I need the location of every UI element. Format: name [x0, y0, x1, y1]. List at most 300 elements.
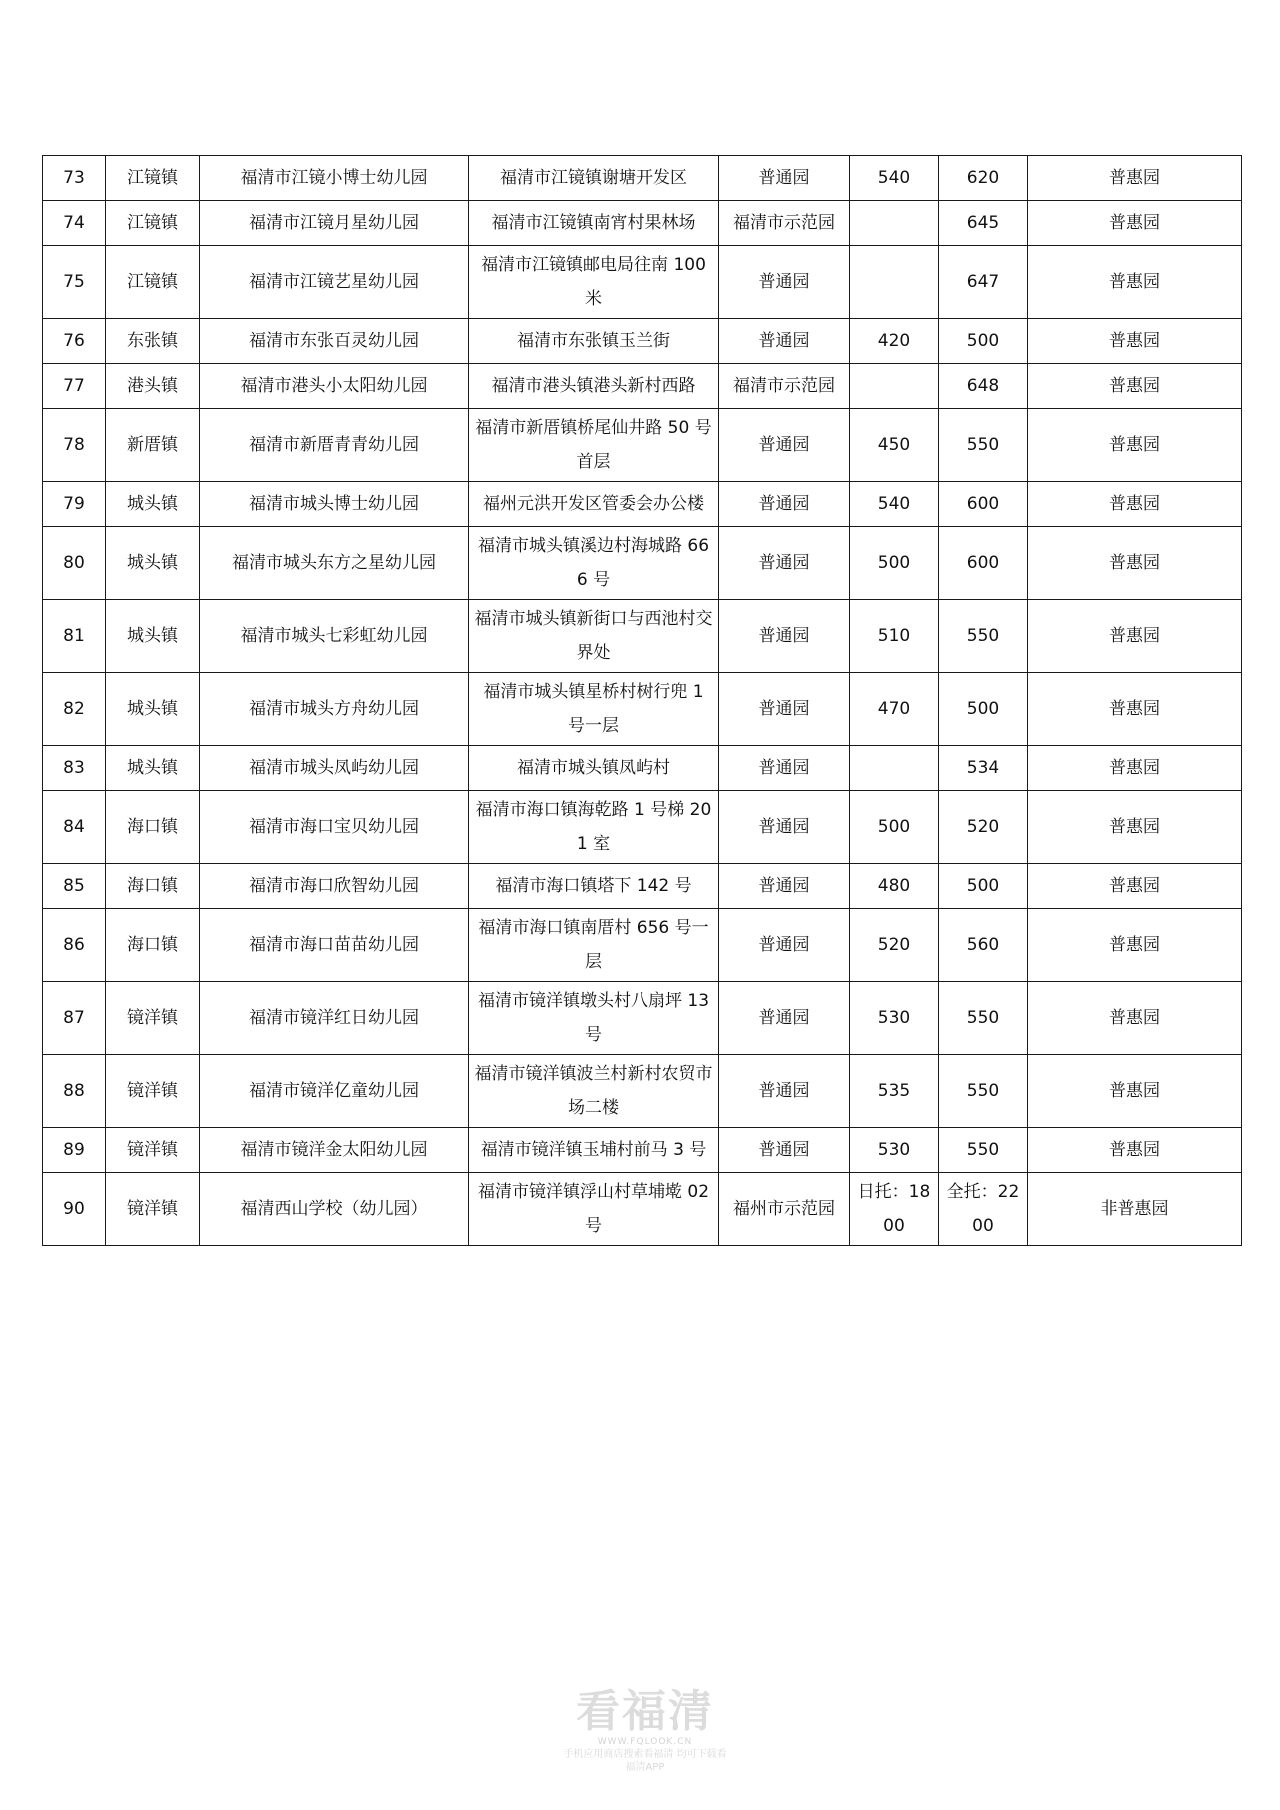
cell-number	[43, 246, 106, 319]
cell-kindergarten-name	[200, 1173, 469, 1246]
cell-town	[106, 201, 200, 246]
cell-fee-charged-text: 550	[966, 435, 1000, 455]
cell-kindergarten-name-text: 福清市海口宝贝幼儿园	[249, 817, 419, 837]
cell-type-text: 普惠园	[1109, 376, 1160, 396]
cell-type-text: 普惠园	[1109, 213, 1160, 233]
cell-fee-standard-text: 510	[877, 626, 911, 646]
cell-kindergarten-name	[200, 319, 469, 364]
cell-number-text: 90	[63, 1199, 85, 1219]
cell-number-text: 81	[63, 626, 85, 646]
cell-fee-charged-text: 550	[966, 1081, 1000, 1101]
cell-fee-charged-text: 645	[966, 213, 1000, 233]
cell-fee-standard	[850, 156, 939, 201]
cell-type-text: 普惠园	[1109, 935, 1160, 955]
cell-address-text: 福清市城头镇凤屿村	[517, 758, 670, 778]
cell-fee-charged-text: 534	[966, 758, 1000, 778]
site-watermark	[560, 1688, 730, 1774]
cell-fee-standard	[850, 982, 939, 1055]
cell-town	[106, 482, 200, 527]
cell-address	[469, 482, 719, 527]
cell-number	[43, 864, 106, 909]
cell-level	[719, 791, 850, 864]
cell-address	[469, 746, 719, 791]
cell-fee-charged	[939, 201, 1028, 246]
cell-town-text: 新厝镇	[127, 435, 178, 455]
cell-address-text: 福清市江镜镇邮电局往南 100 米	[481, 255, 706, 309]
cell-level	[719, 482, 850, 527]
cell-fee-charged	[939, 246, 1028, 319]
table-row	[43, 1055, 1242, 1128]
cell-kindergarten-name-text: 福清市镜洋亿童幼儿园	[249, 1081, 419, 1101]
cell-level-text: 普通园	[758, 168, 810, 188]
cell-level	[719, 246, 850, 319]
table-row	[43, 409, 1242, 482]
cell-fee-standard	[850, 1173, 939, 1246]
cell-kindergarten-name-text: 福清市城头方舟幼儿园	[249, 699, 419, 719]
cell-kindergarten-name	[200, 909, 469, 982]
cell-number-text: 80	[63, 553, 85, 573]
cell-level-text: 普通园	[758, 1081, 810, 1101]
cell-fee-standard	[850, 246, 939, 319]
cell-kindergarten-name	[200, 246, 469, 319]
cell-town	[106, 673, 200, 746]
cell-kindergarten-name	[200, 673, 469, 746]
cell-town-text: 镜洋镇	[127, 1081, 178, 1101]
cell-address-text: 福清市镜洋镇波兰村新村农贸市场二楼	[474, 1064, 713, 1118]
cell-town-text: 城头镇	[127, 626, 178, 646]
cell-type-text: 普惠园	[1109, 758, 1160, 778]
cell-town	[106, 409, 200, 482]
cell-fee-standard-text: 500	[877, 553, 911, 573]
watermark-logo-text: 看福清	[576, 1686, 714, 1737]
cell-fee-standard-text: 450	[877, 435, 911, 455]
cell-level	[719, 409, 850, 482]
cell-type-text: 普惠园	[1109, 553, 1160, 573]
cell-address	[469, 673, 719, 746]
cell-fee-standard-text: 日托：1800	[857, 1182, 931, 1236]
cell-address-text: 福清市镜洋镇浮山村草埔墘 02 号	[477, 1182, 710, 1236]
cell-address	[469, 319, 719, 364]
cell-fee-charged	[939, 600, 1028, 673]
cell-type	[1028, 1055, 1242, 1128]
table-row	[43, 1173, 1242, 1246]
cell-number	[43, 156, 106, 201]
cell-kindergarten-name-text: 福清市东张百灵幼儿园	[249, 331, 419, 351]
cell-type	[1028, 482, 1242, 527]
cell-town	[106, 156, 200, 201]
cell-fee-charged	[939, 527, 1028, 600]
cell-town-text: 港头镇	[127, 376, 178, 396]
table-row	[43, 482, 1242, 527]
cell-number-text: 82	[63, 699, 85, 719]
cell-type	[1028, 409, 1242, 482]
cell-fee-charged	[939, 982, 1028, 1055]
cell-fee-standard-text: 500	[877, 817, 911, 837]
cell-level	[719, 909, 850, 982]
cell-level	[719, 527, 850, 600]
cell-address	[469, 1173, 719, 1246]
cell-address-text: 福清市江镜镇谢塘开发区	[500, 168, 687, 188]
cell-level-text: 普通园	[758, 817, 810, 837]
cell-fee-charged-text: 550	[966, 1008, 1000, 1028]
cell-town	[106, 791, 200, 864]
cell-type-text: 普惠园	[1109, 331, 1160, 351]
cell-town-text: 江镜镇	[127, 272, 178, 292]
cell-fee-standard	[850, 1128, 939, 1173]
cell-address	[469, 1128, 719, 1173]
cell-number-text: 78	[63, 435, 85, 455]
cell-number-text: 74	[63, 213, 85, 233]
cell-fee-charged-text: 500	[966, 331, 1000, 351]
cell-kindergarten-name	[200, 1055, 469, 1128]
cell-level	[719, 864, 850, 909]
table-row	[43, 600, 1242, 673]
table-row	[43, 791, 1242, 864]
table-row	[43, 982, 1242, 1055]
cell-level-text: 普通园	[758, 699, 810, 719]
cell-kindergarten-name-text: 福清市江镜月星幼儿园	[249, 213, 419, 233]
cell-fee-standard	[850, 1055, 939, 1128]
cell-type	[1028, 673, 1242, 746]
cell-level-text: 普通园	[758, 272, 810, 292]
cell-address-text: 福清市城头镇溪边村海城路 666 号	[477, 536, 710, 590]
cell-type	[1028, 982, 1242, 1055]
cell-fee-standard	[850, 319, 939, 364]
cell-fee-charged-text: 550	[966, 1140, 1000, 1160]
cell-type-text: 普惠园	[1109, 817, 1160, 837]
cell-kindergarten-name-text: 福清市港头小太阳幼儿园	[240, 376, 428, 396]
cell-address	[469, 156, 719, 201]
cell-type	[1028, 1173, 1242, 1246]
cell-town	[106, 527, 200, 600]
cell-address-text: 福清市城头镇星桥村树行兜 1 号一层	[483, 682, 704, 736]
table-row	[43, 746, 1242, 791]
cell-fee-standard	[850, 364, 939, 409]
cell-fee-charged	[939, 409, 1028, 482]
cell-number	[43, 673, 106, 746]
cell-type	[1028, 864, 1242, 909]
cell-number-text: 84	[63, 817, 85, 837]
cell-level	[719, 319, 850, 364]
cell-fee-standard-text: 520	[877, 935, 911, 955]
cell-type	[1028, 364, 1242, 409]
cell-level	[719, 746, 850, 791]
cell-kindergarten-name-text: 福清市城头凤屿幼儿园	[249, 758, 419, 778]
cell-type	[1028, 527, 1242, 600]
cell-fee-charged	[939, 791, 1028, 864]
cell-address	[469, 246, 719, 319]
cell-number	[43, 409, 106, 482]
cell-kindergarten-name-text: 福清市江镜艺星幼儿园	[249, 272, 419, 292]
cell-fee-standard-text: 540	[877, 168, 911, 188]
cell-level-text: 福清市示范园	[733, 376, 835, 396]
cell-number	[43, 1173, 106, 1246]
table-row	[43, 201, 1242, 246]
cell-town-text: 江镜镇	[127, 168, 178, 188]
cell-fee-charged	[939, 1128, 1028, 1173]
cell-level-text: 普通园	[758, 435, 810, 455]
cell-address-text: 福清市东张镇玉兰街	[517, 331, 670, 351]
cell-number	[43, 482, 106, 527]
cell-fee-charged-text: 520	[966, 817, 1000, 837]
cell-address	[469, 864, 719, 909]
cell-address-text: 福清市镜洋镇墩头村八扇坪 13 号	[477, 991, 710, 1045]
cell-address	[469, 364, 719, 409]
cell-number-text: 77	[63, 376, 85, 396]
cell-level-text: 普通园	[758, 1140, 810, 1160]
cell-kindergarten-name	[200, 600, 469, 673]
cell-level	[719, 1055, 850, 1128]
cell-kindergarten-name-text: 福清西山学校（幼儿园）	[240, 1199, 428, 1219]
cell-fee-charged	[939, 673, 1028, 746]
cell-town-text: 海口镇	[127, 817, 178, 837]
cell-fee-charged	[939, 746, 1028, 791]
kindergarten-table	[42, 155, 1242, 1246]
cell-type-text: 普惠园	[1109, 626, 1160, 646]
cell-number	[43, 319, 106, 364]
cell-number	[43, 364, 106, 409]
table-row	[43, 156, 1242, 201]
cell-town	[106, 1173, 200, 1246]
cell-number-text: 85	[63, 876, 85, 896]
cell-town-text: 江镜镇	[127, 213, 178, 233]
cell-kindergarten-name-text: 福清市江镜小博士幼儿园	[240, 168, 428, 188]
cell-kindergarten-name	[200, 1128, 469, 1173]
cell-level-text: 普通园	[758, 1008, 810, 1028]
cell-level-text: 普通园	[758, 626, 810, 646]
cell-town	[106, 746, 200, 791]
cell-level	[719, 201, 850, 246]
cell-address-text: 福清市镜洋镇玉埔村前马 3 号	[480, 1140, 707, 1160]
cell-number-text: 89	[63, 1140, 85, 1160]
cell-kindergarten-name-text: 福清市海口欣智幼儿园	[249, 876, 419, 896]
cell-type	[1028, 909, 1242, 982]
cell-type-text: 非普惠园	[1100, 1199, 1169, 1219]
cell-level-text: 普通园	[758, 494, 810, 514]
table-row	[43, 246, 1242, 319]
cell-level-text: 普通园	[758, 331, 810, 351]
cell-fee-standard-text: 470	[877, 699, 911, 719]
cell-address	[469, 791, 719, 864]
cell-level-text: 普通园	[758, 758, 810, 778]
cell-type-text: 普惠园	[1109, 168, 1160, 188]
cell-address-text: 福清市港头镇港头新村西路	[491, 376, 696, 396]
cell-fee-standard-text: 530	[877, 1140, 911, 1160]
cell-address-text: 福清市城头镇新街口与西池村交界处	[474, 609, 713, 663]
cell-level	[719, 600, 850, 673]
cell-fee-charged	[939, 1173, 1028, 1246]
cell-number	[43, 746, 106, 791]
cell-number-text: 76	[63, 331, 85, 351]
table-row	[43, 909, 1242, 982]
cell-level	[719, 156, 850, 201]
cell-address-text: 福清市海口镇海乾路 1 号梯 201 室	[475, 800, 712, 854]
cell-level	[719, 982, 850, 1055]
cell-address	[469, 527, 719, 600]
cell-level	[719, 1128, 850, 1173]
cell-type	[1028, 319, 1242, 364]
cell-kindergarten-name	[200, 156, 469, 201]
cell-fee-standard	[850, 909, 939, 982]
cell-level-text: 福清市示范园	[733, 213, 835, 233]
table-body	[43, 156, 1242, 1246]
cell-number-text: 83	[63, 758, 85, 778]
cell-type-text: 普惠园	[1109, 494, 1160, 514]
cell-town-text: 海口镇	[127, 876, 178, 896]
cell-town-text: 城头镇	[127, 699, 178, 719]
cell-type-text: 普惠园	[1109, 1008, 1160, 1028]
cell-town-text: 城头镇	[127, 758, 178, 778]
cell-number	[43, 527, 106, 600]
cell-number	[43, 1055, 106, 1128]
cell-type	[1028, 791, 1242, 864]
cell-level	[719, 364, 850, 409]
cell-number-text: 73	[63, 168, 85, 188]
cell-town-text: 东张镇	[127, 331, 178, 351]
cell-number	[43, 909, 106, 982]
cell-type-text: 普惠园	[1109, 272, 1160, 292]
cell-fee-charged-text: 全托：2200	[946, 1182, 1020, 1236]
cell-town	[106, 600, 200, 673]
cell-fee-standard	[850, 527, 939, 600]
cell-fee-charged-text: 648	[966, 376, 1000, 396]
cell-number-text: 79	[63, 494, 85, 514]
cell-fee-standard-text: 540	[877, 494, 911, 514]
cell-town-text: 海口镇	[127, 935, 178, 955]
cell-level	[719, 673, 850, 746]
table-row	[43, 527, 1242, 600]
cell-fee-standard	[850, 482, 939, 527]
cell-town-text: 镜洋镇	[127, 1199, 178, 1219]
cell-fee-standard	[850, 791, 939, 864]
cell-town-text: 镜洋镇	[127, 1008, 178, 1028]
cell-address-text: 福清市江镜镇南宵村果林场	[491, 213, 696, 233]
cell-type-text: 普惠园	[1109, 1140, 1160, 1160]
cell-address-text: 福清市海口镇塔下 142 号	[495, 876, 692, 896]
cell-fee-standard	[850, 201, 939, 246]
cell-number	[43, 982, 106, 1055]
watermark-url: WWW.FQLOOK.CN	[597, 1737, 693, 1747]
cell-address	[469, 409, 719, 482]
cell-kindergarten-name-text: 福清市海口苗苗幼儿园	[249, 935, 419, 955]
cell-fee-standard-text: 480	[877, 876, 911, 896]
cell-number	[43, 201, 106, 246]
cell-number	[43, 791, 106, 864]
cell-fee-charged	[939, 156, 1028, 201]
cell-kindergarten-name	[200, 527, 469, 600]
cell-kindergarten-name	[200, 364, 469, 409]
cell-town-text: 城头镇	[127, 494, 178, 514]
cell-type	[1028, 246, 1242, 319]
cell-level-text: 福州市示范园	[733, 1199, 835, 1219]
cell-fee-standard	[850, 409, 939, 482]
cell-fee-standard-text: 530	[877, 1008, 911, 1028]
cell-number	[43, 1128, 106, 1173]
cell-town	[106, 319, 200, 364]
cell-fee-charged-text: 620	[966, 168, 1000, 188]
cell-fee-charged	[939, 1055, 1028, 1128]
cell-fee-charged	[939, 364, 1028, 409]
watermark-tagline: 手机应用商店搜索看福清 均可下载看福清APP	[563, 1749, 727, 1773]
cell-town	[106, 364, 200, 409]
cell-fee-charged	[939, 319, 1028, 364]
cell-fee-charged	[939, 909, 1028, 982]
cell-fee-charged-text: 550	[966, 626, 1000, 646]
cell-fee-charged-text: 647	[966, 272, 1000, 292]
cell-address-text: 福州元洪开发区管委会办公楼	[483, 494, 704, 514]
cell-kindergarten-name-text: 福清市镜洋红日幼儿园	[249, 1008, 419, 1028]
table-row	[43, 1128, 1242, 1173]
cell-type	[1028, 156, 1242, 201]
cell-fee-charged	[939, 864, 1028, 909]
cell-level-text: 普通园	[758, 876, 810, 896]
cell-type-text: 普惠园	[1109, 435, 1160, 455]
cell-type-text: 普惠园	[1109, 699, 1160, 719]
cell-kindergarten-name	[200, 746, 469, 791]
cell-town-text: 镜洋镇	[127, 1140, 178, 1160]
cell-fee-charged-text: 600	[966, 494, 1000, 514]
cell-type-text: 普惠园	[1109, 876, 1160, 896]
table-row	[43, 319, 1242, 364]
cell-kindergarten-name	[200, 864, 469, 909]
cell-number-text: 87	[63, 1008, 85, 1028]
cell-kindergarten-name	[200, 201, 469, 246]
cell-fee-charged-text: 560	[966, 935, 1000, 955]
cell-address	[469, 909, 719, 982]
cell-fee-charged-text: 600	[966, 553, 1000, 573]
cell-fee-standard	[850, 746, 939, 791]
cell-address	[469, 201, 719, 246]
cell-address	[469, 600, 719, 673]
cell-kindergarten-name-text: 福清市城头七彩虹幼儿园	[240, 626, 428, 646]
cell-town	[106, 1055, 200, 1128]
cell-number	[43, 600, 106, 673]
cell-fee-charged	[939, 482, 1028, 527]
cell-type	[1028, 746, 1242, 791]
cell-kindergarten-name	[200, 482, 469, 527]
cell-fee-charged-text: 500	[966, 699, 1000, 719]
cell-fee-standard	[850, 864, 939, 909]
cell-number-text: 75	[63, 272, 85, 292]
cell-level	[719, 1173, 850, 1246]
cell-kindergarten-name	[200, 791, 469, 864]
cell-fee-standard	[850, 673, 939, 746]
cell-address-text: 福清市海口镇南厝村 656 号一层	[478, 918, 709, 972]
cell-number-text: 88	[63, 1081, 85, 1101]
cell-town	[106, 864, 200, 909]
cell-fee-standard-text: 535	[877, 1081, 911, 1101]
table-row	[43, 864, 1242, 909]
cell-fee-standard-text: 420	[877, 331, 911, 351]
cell-number-text: 86	[63, 935, 85, 955]
cell-type	[1028, 201, 1242, 246]
cell-kindergarten-name-text: 福清市新厝青青幼儿园	[249, 435, 419, 455]
cell-kindergarten-name-text: 福清市镜洋金太阳幼儿园	[240, 1140, 428, 1160]
cell-level-text: 普通园	[758, 553, 810, 573]
cell-town	[106, 246, 200, 319]
cell-town-text: 城头镇	[127, 553, 178, 573]
cell-type	[1028, 1128, 1242, 1173]
cell-fee-standard	[850, 600, 939, 673]
cell-type-text: 普惠园	[1109, 1081, 1160, 1101]
cell-kindergarten-name	[200, 982, 469, 1055]
cell-town	[106, 909, 200, 982]
cell-address	[469, 982, 719, 1055]
table-row	[43, 673, 1242, 746]
cell-address	[469, 1055, 719, 1128]
cell-kindergarten-name-text: 福清市城头东方之星幼儿园	[232, 553, 436, 573]
cell-kindergarten-name-text: 福清市城头博士幼儿园	[249, 494, 419, 514]
